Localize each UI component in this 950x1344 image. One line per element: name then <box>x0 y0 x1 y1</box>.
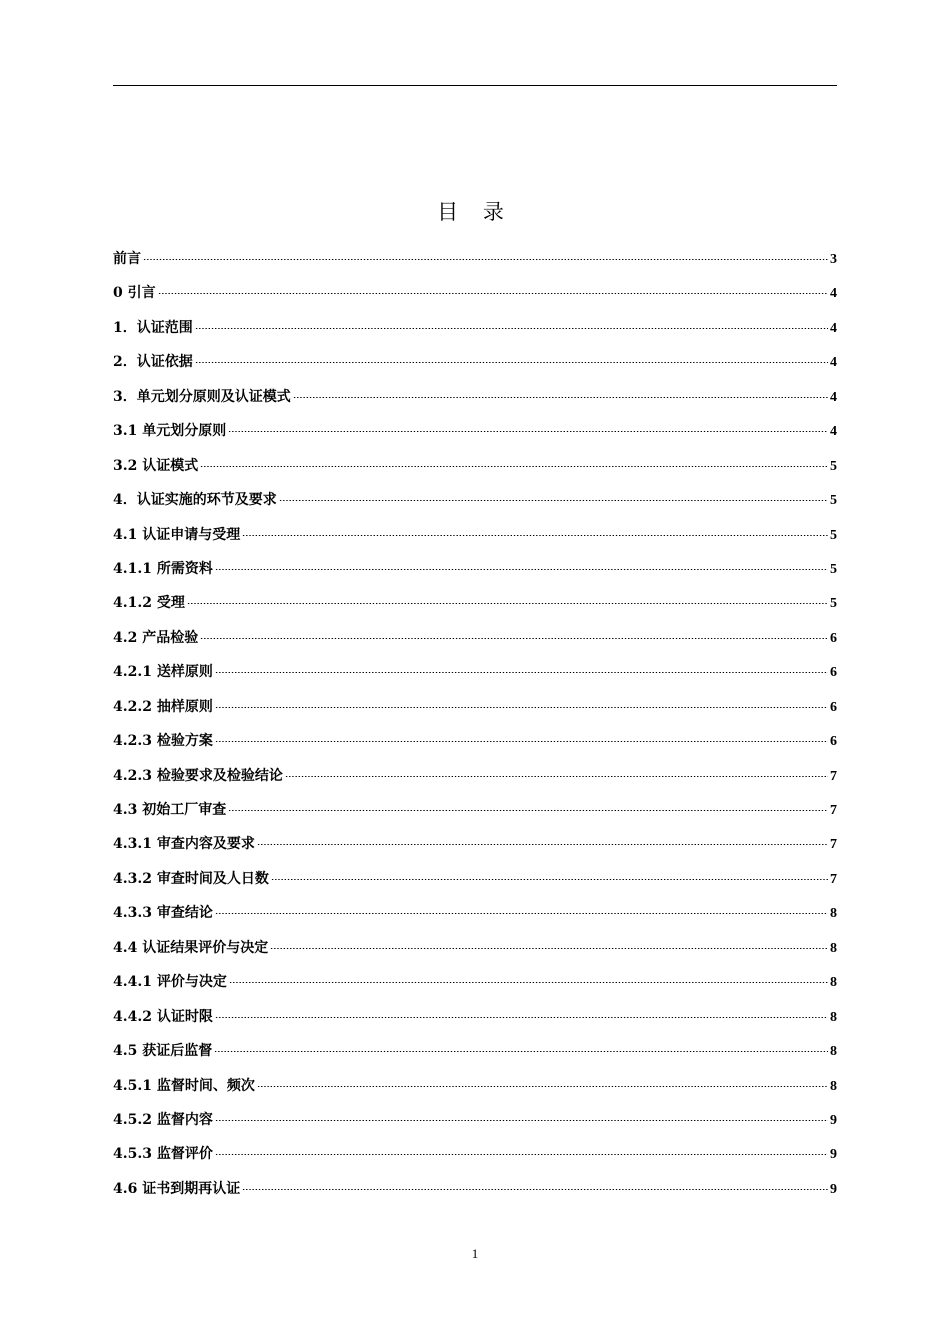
toc-entry-label: 4.4.2 认证时限 <box>113 1008 213 1025</box>
toc-entry-label: 1．认证范围 <box>113 319 193 336</box>
toc-title: 目 录 <box>437 200 513 224</box>
toc-dot-leader <box>215 913 828 914</box>
toc-dot-leader <box>242 535 828 536</box>
toc-entry-page: 4 <box>830 424 837 440</box>
toc-entry-label: 4.4.1 评价与决定 <box>113 974 227 991</box>
toc-entry[interactable] <box>113 795 837 829</box>
toc-dot-leader <box>195 328 828 329</box>
toc-entry-label: 4.1 认证申请与受理 <box>113 526 241 543</box>
toc-entry[interactable] <box>113 313 837 347</box>
toc-entry-label: 4.5 获证后监督 <box>113 1043 213 1060</box>
toc-list <box>113 244 837 1208</box>
toc-entry-label: 4.1.2 受理 <box>113 595 185 612</box>
toc-dot-leader <box>214 1051 828 1052</box>
toc-dot-leader <box>215 741 828 742</box>
toc-entry-page: 5 <box>830 458 837 474</box>
toc-dot-leader <box>271 879 828 880</box>
toc-entry-page: 4 <box>830 389 837 405</box>
toc-entry-label: 4.4 认证结果评价与决定 <box>113 939 269 956</box>
toc-entry[interactable] <box>113 382 837 416</box>
toc-dot-leader <box>200 638 828 639</box>
toc-entry-label: 4.3.1 审查内容及要求 <box>113 836 255 853</box>
toc-dot-leader <box>285 776 828 777</box>
toc-entry-label: 4.2.2 抽样原则 <box>113 698 213 715</box>
toc-entry-page: 4 <box>830 286 837 302</box>
toc-entry[interactable] <box>113 347 837 381</box>
toc-entry[interactable] <box>113 623 837 657</box>
toc-entry[interactable] <box>113 520 837 554</box>
toc-entry-page: 8 <box>830 906 837 922</box>
toc-dot-leader <box>228 431 828 432</box>
toc-entry-page: 8 <box>830 975 837 991</box>
toc-entry-label: 3.1 单元划分原则 <box>113 423 227 440</box>
toc-entry-page: 9 <box>830 1112 837 1128</box>
toc-dot-leader <box>215 1154 828 1155</box>
toc-entry-label: 4.5.3 监督评价 <box>113 1146 213 1163</box>
page-number: 1 <box>471 1246 479 1261</box>
toc-entry-label: 4.5.1 监督时间、频次 <box>113 1077 255 1094</box>
toc-entry[interactable] <box>113 485 837 519</box>
toc-entry-page: 7 <box>830 871 837 887</box>
toc-entry-page: 8 <box>830 1078 837 1094</box>
toc-entry-page: 5 <box>830 493 837 509</box>
toc-entry[interactable] <box>113 244 837 278</box>
toc-dot-leader <box>195 362 828 363</box>
toc-entry[interactable] <box>113 1105 837 1139</box>
toc-entry-page: 8 <box>830 1009 837 1025</box>
toc-entry[interactable] <box>113 588 837 622</box>
toc-entry-label: 3．单元划分原则及认证模式 <box>113 388 291 405</box>
toc-entry[interactable] <box>113 898 837 932</box>
toc-entry-label: 4.6 证书到期再认证 <box>113 1180 241 1197</box>
toc-entry-page: 7 <box>830 803 837 818</box>
toc-entry[interactable] <box>113 1174 837 1208</box>
toc-entry[interactable] <box>113 967 837 1001</box>
toc-entry-page: 6 <box>830 665 837 681</box>
toc-entry-page: 7 <box>830 768 837 784</box>
toc-entry-label: 4.1.1 所需资料 <box>113 560 213 577</box>
toc-entry[interactable] <box>113 416 837 450</box>
toc-dot-leader <box>215 569 828 570</box>
toc-entry[interactable] <box>113 692 837 726</box>
toc-entry[interactable] <box>113 657 837 691</box>
toc-entry-page: 3 <box>830 252 837 267</box>
toc-dot-leader <box>270 948 828 949</box>
toc-dot-leader <box>215 672 828 673</box>
toc-entry-label: 0 引言 <box>113 285 156 302</box>
toc-entry-label: 4．认证实施的环节及要求 <box>113 492 277 509</box>
toc-entry-label: 4.3 初始工厂审查 <box>113 802 227 818</box>
toc-entry-page: 8 <box>830 1044 837 1060</box>
toc-dot-leader <box>200 466 828 467</box>
toc-dot-leader <box>229 982 828 983</box>
toc-entry-page: 5 <box>830 527 837 543</box>
toc-entry[interactable] <box>113 864 837 898</box>
toc-dot-leader <box>279 500 828 501</box>
toc-entry-label: 4.3.3 审查结论 <box>113 905 213 922</box>
toc-entry-label: 4.3.2 审查时间及人日数 <box>113 870 269 887</box>
toc-entry[interactable] <box>113 761 837 795</box>
toc-entry-page: 6 <box>830 630 837 646</box>
toc-dot-leader <box>187 603 828 604</box>
toc-dot-leader <box>242 1189 828 1190</box>
toc-dot-leader <box>257 844 828 845</box>
toc-entry[interactable] <box>113 1139 837 1173</box>
header-rule <box>113 85 837 86</box>
toc-entry[interactable] <box>113 554 837 588</box>
toc-entry-page: 7 <box>830 837 837 853</box>
toc-dot-leader <box>215 707 828 708</box>
toc-entry-page: 4 <box>830 320 837 336</box>
toc-dot-leader <box>215 1120 828 1121</box>
toc-entry-label: 4.5.2 监督内容 <box>113 1111 213 1128</box>
toc-entry[interactable] <box>113 1036 837 1070</box>
toc-entry-page: 4 <box>830 355 837 371</box>
toc-entry-label: 4.2 产品检验 <box>113 629 199 646</box>
toc-entry[interactable] <box>113 278 837 312</box>
toc-entry[interactable] <box>113 451 837 485</box>
toc-entry-page: 5 <box>830 596 837 612</box>
toc-dot-leader <box>158 293 828 294</box>
toc-dot-leader <box>228 810 828 811</box>
toc-entry-label: 2．认证依据 <box>113 354 193 371</box>
toc-entry[interactable] <box>113 1071 837 1105</box>
toc-entry-label: 3.2 认证模式 <box>113 457 199 474</box>
toc-entry[interactable] <box>113 726 837 760</box>
toc-dot-leader <box>215 1017 828 1018</box>
toc-entry-page: 6 <box>830 734 837 750</box>
toc-entry-page: 9 <box>830 1147 837 1163</box>
toc-entry-page: 8 <box>830 940 837 956</box>
toc-entry[interactable] <box>113 933 837 967</box>
toc-entry-label: 前言 <box>113 251 141 267</box>
toc-entry-page: 5 <box>830 561 837 577</box>
toc-entry[interactable] <box>113 829 837 863</box>
toc-entry-page: 6 <box>830 699 837 715</box>
toc-entry-label: 4.2.3 检验要求及检验结论 <box>113 767 283 784</box>
toc-entry[interactable] <box>113 1002 837 1036</box>
toc-entry-page: 9 <box>830 1181 837 1197</box>
toc-entry-label: 4.2.1 送样原则 <box>113 664 213 681</box>
toc-entry-label: 4.2.3 检验方案 <box>113 733 213 750</box>
toc-dot-leader <box>143 259 828 260</box>
toc-dot-leader <box>257 1086 828 1087</box>
toc-dot-leader <box>293 397 828 398</box>
